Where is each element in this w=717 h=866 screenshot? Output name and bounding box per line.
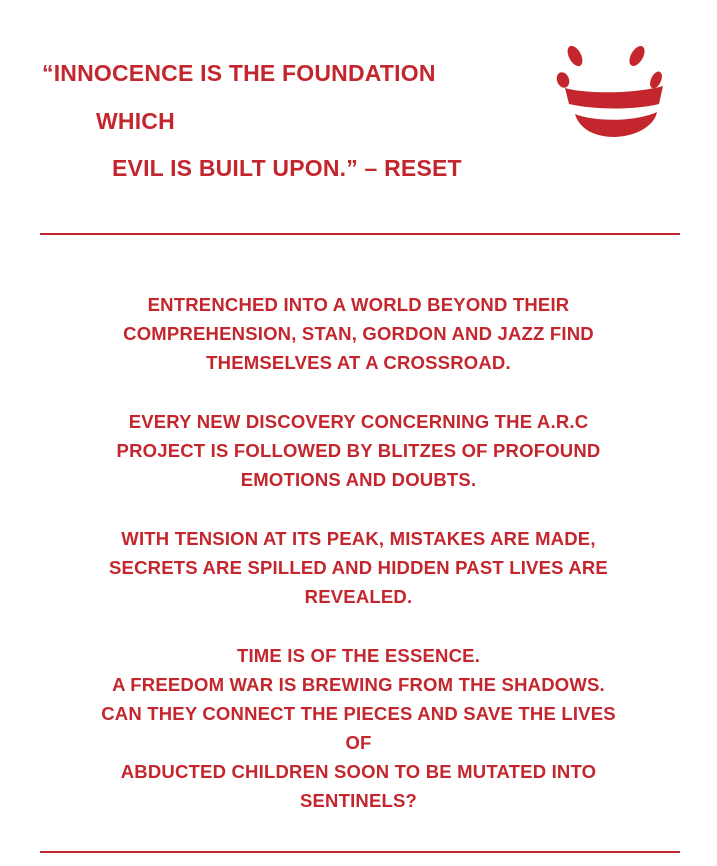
text-line: EMOTIONS AND DOUBTS.: [240, 469, 477, 490]
text-line: A FREEDOM WAR IS BREWING FROM THE SHADOWS.: [112, 674, 605, 695]
text-line: CAN THEY CONNECT THE PIECES AND SAVE THE LIVES: [101, 703, 616, 724]
text-line: EVERY NEW DISCOVERY CONCERNING THE A.R.C: [128, 411, 589, 432]
divider-bottom: [40, 851, 680, 853]
paragraph-2: [20, 407, 697, 494]
text-line: TIME IS OF THE ESSENCE.: [236, 645, 481, 666]
text-line: PROJECT IS FOLLOWED BY BLITZES OF PROFOUND: [116, 440, 601, 461]
divider-top: [40, 233, 680, 235]
text-line: OF: [345, 732, 372, 753]
quote-line-1: “INNOCENCE IS THE FOUNDATION: [42, 60, 436, 86]
smiley-logo-icon: [555, 42, 670, 147]
paragraph-1: [20, 290, 697, 377]
text-line: COMPREHENSION, STAN, GORDON AND JAZZ FIND: [123, 323, 594, 344]
text-line: REVEALED.: [304, 586, 413, 607]
quote-line-3: EVIL IS BUILT UPON.” – RESET: [112, 155, 462, 181]
text-line: SECRETS ARE SPILLED AND HIDDEN PAST LIVES ARE: [109, 557, 608, 578]
text-line: ENTRENCHED INTO A WORLD BEYOND THEIR: [147, 294, 570, 315]
paragraph-3: [20, 524, 697, 611]
text-line: THEMSELVES AT A CROSSROAD.: [206, 352, 511, 373]
text-line: SENTINELS?: [299, 790, 418, 811]
synopsis: [20, 290, 697, 815]
text-line: ABDUCTED CHILDREN SOON TO BE MUTATED INTO: [120, 761, 597, 782]
text-line: WITH TENSION AT ITS PEAK, MISTAKES ARE MADE,: [121, 528, 596, 549]
quote-line-2: WHICH: [96, 108, 175, 134]
paragraph-4: [20, 641, 697, 815]
